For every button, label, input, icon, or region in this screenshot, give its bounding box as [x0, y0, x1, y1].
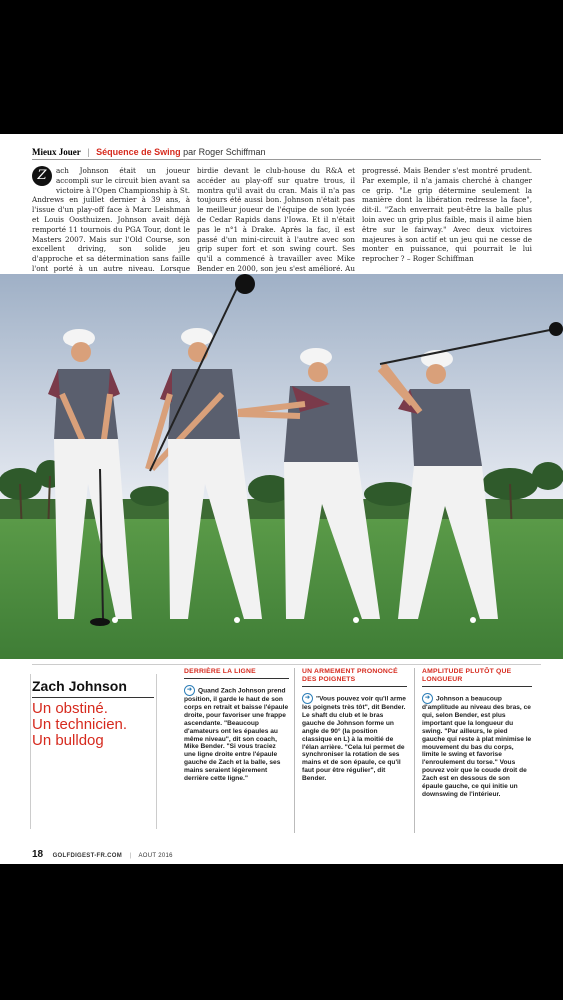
intro-column-3	[362, 166, 532, 264]
column-divider	[294, 668, 295, 833]
golfer-address	[48, 329, 132, 626]
player-name: Zach Johnson	[32, 678, 127, 694]
tip-box-behind-line	[184, 668, 289, 783]
intro-text-1: ach Johnson était un joueur accompli sur le circuit bien avant sa victoire à l'Open Championship à St. Andrews en juillet dernier à 39 ans, à l'issue d'un play-off face à Marc Leishman et Louis Oosthuizen. Johnson avait déjà remporté 11 tournois du PGA Tour, dont le Masters 2007. Mais sur l'Old Course, son excellent driving, son solide jeu d'approche et sa détermination sans faille l'ont porté à un autre niveau. Lorsque	[32, 166, 190, 273]
player-tagline	[32, 701, 127, 749]
golfer-halfway-back	[238, 348, 380, 619]
tip-rule	[184, 678, 289, 679]
page-number: 18	[32, 849, 44, 860]
issue-date: AOUT 2016	[138, 853, 173, 859]
tip-text: ➜ "Vous pouvez voir qu'il arme les poignets très tôt", dit Bender. Le shaft du club et le bras gauche de Johnson forme un angle de 90° (la position classique en L) à la moitié de l'élan arrière. "Cela lui permet de synchroniser la rotation de ses mains et de son épaule, ce qu'il faut pour être régulier", dit Bender.	[302, 695, 406, 783]
tagline-line-1: Un obstiné.	[32, 700, 108, 717]
tip-title: AMPLITUDE PLUTÔT QUE LONGUEUR	[422, 668, 512, 683]
tip-box-wrist-hinge	[302, 668, 407, 783]
tip-title: UN ARMEMENT PRONONCÉ DES POIGNETS	[302, 668, 398, 683]
arrow-right-icon: ➜	[422, 693, 433, 704]
tip-title: DERRIÈRE LA LIGNE	[184, 668, 256, 675]
tip-rule	[422, 686, 532, 687]
page-footer	[32, 844, 173, 862]
golfer-top-of-backswing	[380, 322, 563, 619]
tagline-line-2: Un technicien.	[32, 716, 128, 733]
subsection-title: Séquence de Swing	[96, 147, 181, 157]
golfer-figures	[0, 274, 563, 659]
swing-sequence-photo	[0, 274, 563, 659]
tip-text: ➜ Quand Zach Johnson prend position, il garde le haut de son corps en retrait et baisse l'épaule droite, pour favoriser une frappe ascendante. "Beaucoup d'amateurs ont les épaules au même niveau", dit son coach, Mike Bender. "Si vous traciez une ligne droite entre l'épaule gauche de Zach et la balle, ses mains seraient légèrement derrière cette ligne."	[184, 687, 289, 783]
name-rule	[32, 697, 154, 698]
magazine-page	[0, 134, 563, 864]
golfer-takeaway	[148, 274, 262, 619]
drop-cap: Z	[32, 166, 52, 186]
byline: par Roger Schiffman	[183, 147, 266, 157]
tagline-line-3: Un bulldog	[32, 732, 104, 749]
header-rule	[32, 159, 541, 160]
tip-rule	[302, 686, 407, 687]
tip-box-amplitude	[422, 668, 532, 799]
section-title: Mieux Jouer	[32, 147, 81, 157]
site-url: GOLFDIGEST-FR.COM	[52, 853, 123, 859]
page-header	[32, 147, 266, 157]
intro-text-2: birdie devant le club-house du R&A et accéder au play-off sur quatre trous, il montra qu'il avait du cran. Mais il n'a pas toujours été aussi bon. Johnson n'était pas le meilleur joueur de l'équipe de son lycée de Cedar Rapids dans l'Iowa. Et il n'était pas le n°1 à Drake. Après la fac, il est passé d'un mini-circuit à l'autre avec son grip super fort et son swing court. Ses qu'il a commencé à travailler avec Mike Bender en 2000, son jeu s'est amélioré. Au	[197, 166, 355, 273]
bottom-rule	[32, 664, 541, 665]
footer-divider: |	[129, 853, 132, 859]
intro-text-3: progressé. Mais Bender s'est montré prudent. Par exemple, il n'a jamais cherché à changer ce grip. "Le grip détermine seulement la manière dont la libération redresse la face", dit-il. "Zach enverrait peut-être la balle plus loin avec un grip plus faible, mais il aime bien être sur le fairway." Avec deux victoires majeures à son actif et un jeu qui ne cesse de monter en puissance, qui pourrait le lui reprocher ? – Roger Schiffman	[362, 166, 532, 264]
tip-text: ➜ Johnson a beaucoup d'amplitude au niveau des bras, ce qui, selon Bender, est plus important que la longueur du swing. "Par ailleurs, le pied gauche qui reste à plat minimise le mouvement du bas du corps, limite le swing et favorise l'enroulement du torse." Vous pouvez voir que le coude droit de Zach est en dessous de son épaule gauche, ce qui initie un downswing de l'intérieur.	[422, 695, 532, 798]
header-separator: |	[87, 147, 90, 157]
arrow-right-icon: ➜	[302, 693, 313, 704]
column-divider	[414, 668, 415, 833]
arrow-right-icon: ➜	[184, 685, 195, 696]
